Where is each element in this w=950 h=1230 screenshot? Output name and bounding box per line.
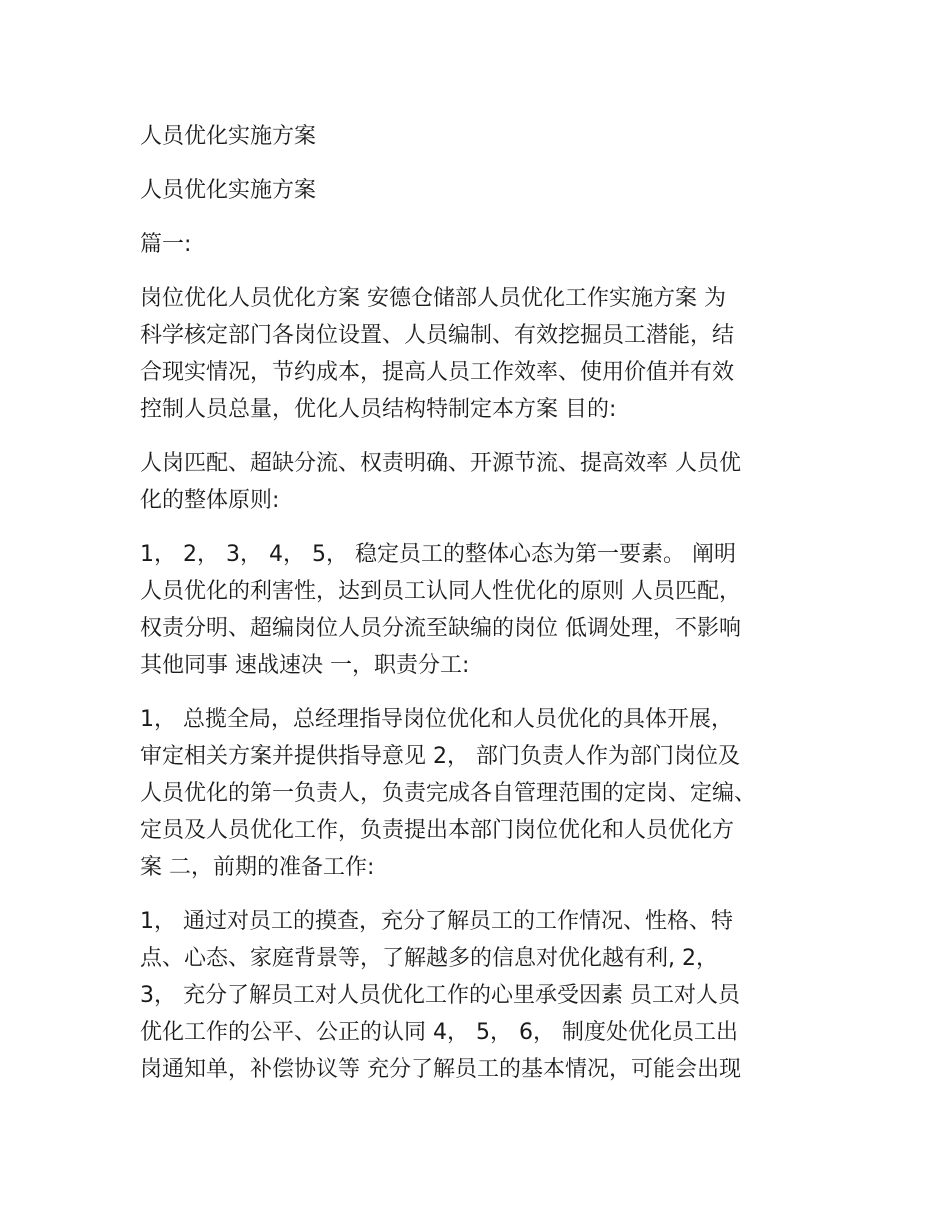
paragraph-line: 岗通知单，补偿协议等 充分了解员工的基本情况，可能会出现 [140, 1057, 741, 1082]
paragraph-line: 优化工作的公平、公正的认同 4， 5， 6， 制度处优化员工出 [140, 1020, 738, 1045]
paragraph-preparation [140, 903, 812, 1088]
paragraph-line: 人员优化的第一负责人，负责完成各自管理范围的定岗、定编、 [140, 781, 757, 806]
paragraph-line: 审定相关方案并提供指导意见 2， 部门负责人作为部门岗位及 [140, 744, 740, 769]
paragraph-line: 其他同事 速战速决 一，职责分工: [140, 653, 470, 678]
paragraph-line: 人岗匹配、超缺分流、权责明确、开源节流、提高效率 人员优 [140, 451, 741, 476]
paragraph-line: 人员优化的利害性，达到员工认同人性优化的原则 人员匹配， [140, 579, 741, 604]
paragraph-line: 1， 通过对员工的摸查，充分了解员工的工作情况、性格、特 [140, 909, 733, 934]
document-body [140, 118, 812, 1105]
paragraph-line: 控制人员总量，优化人员结构特制定本方案 目的: [140, 397, 617, 422]
paragraph-line: 3， 充分了解员工对人员优化工作的心里承受因素 员工对人员 [140, 983, 740, 1008]
paragraph-line: 科学核定部门各岗位设置、人员编制、有效挖掘员工潜能，结 [140, 323, 735, 348]
document-subtitle: 人员优化实施方案 [140, 178, 317, 203]
paragraph-line: 案 二，前期的准备工作: [140, 855, 375, 880]
section-heading: 篇一: [140, 232, 192, 257]
paragraph-line: 权责分明、超编岗位人员分流至缺编的岗位 低调处理，不影响 [140, 616, 741, 641]
paragraph-line: 1， 总揽全局，总经理指导岗位优化和人员优化的具体开展， [140, 707, 733, 732]
document-title: 人员优化实施方案 [140, 124, 317, 149]
paragraph-responsibilities [140, 701, 812, 886]
paragraph-purpose [140, 280, 812, 428]
paragraph-principles [140, 536, 812, 684]
paragraph-line: 化的整体原则: [140, 488, 280, 513]
paragraph-goals [140, 445, 812, 519]
paragraph-line: 合现实情况，节约成本，提高人员工作效率、使用价值并有效 [140, 360, 735, 385]
paragraph-line: 点、心态、家庭背景等，了解越多的信息对优化越有利, 2， [140, 946, 718, 971]
paragraph-line: 定员及人员优化工作，负责提出本部门岗位优化和人员优化方 [140, 818, 735, 843]
paragraph-line: 岗位优化人员优化方案 安德仓储部人员优化工作实施方案 为 [140, 286, 726, 311]
paragraph-line: 1， 2， 3， 4， 5， 稳定员工的整体心态为第一要素。 阐明 [140, 542, 736, 567]
